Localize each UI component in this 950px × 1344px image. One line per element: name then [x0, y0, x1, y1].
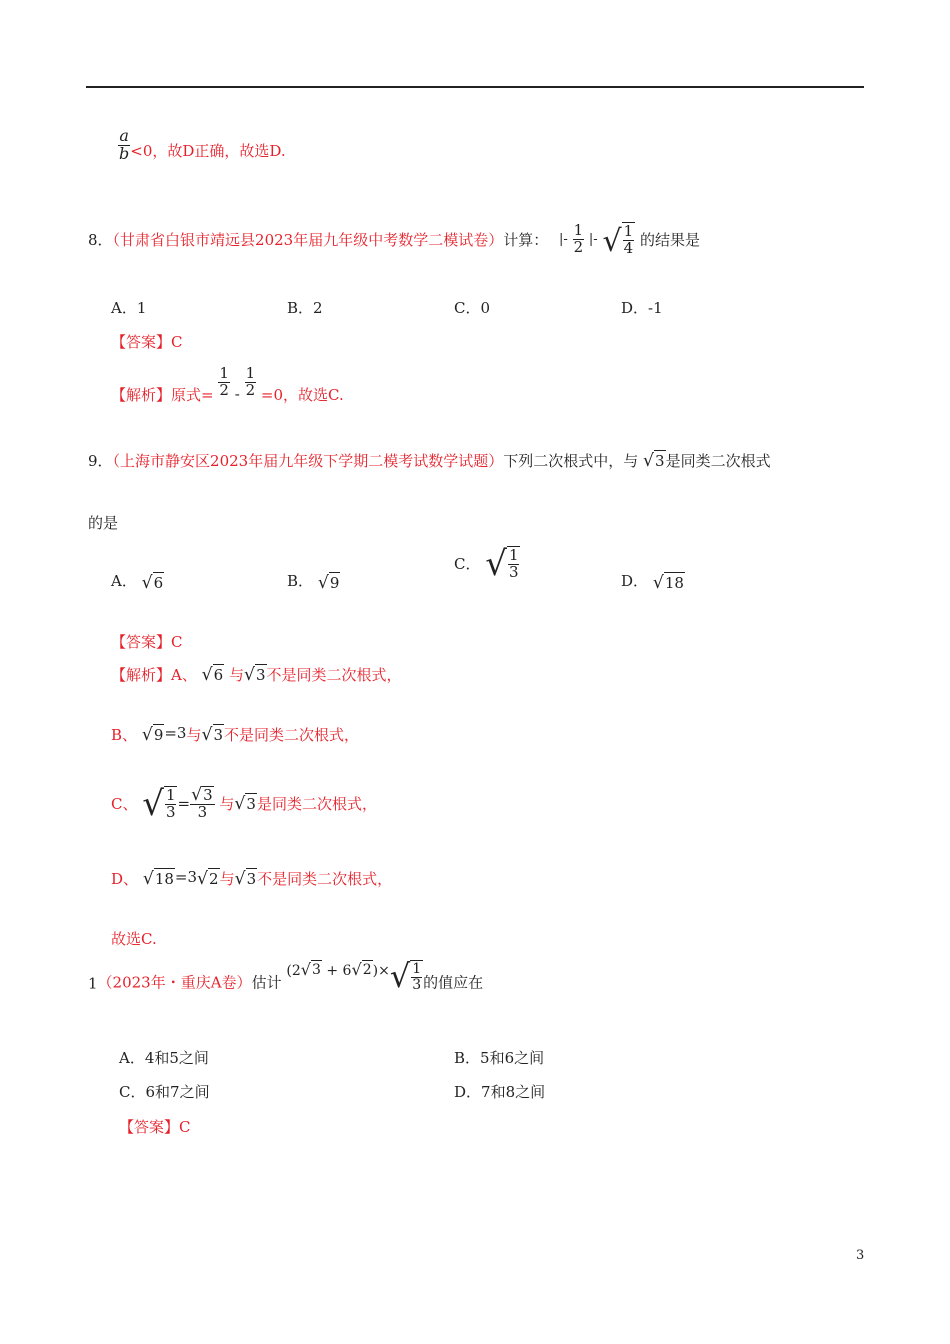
q8-option-c: C．0 [454, 299, 491, 317]
fraction-half-a: $\frac{1}{2}$ [219, 364, 229, 399]
q8-option-d: D．-1 [621, 299, 663, 317]
q9-conclusion: 故选C. [111, 930, 157, 948]
q8-option-a: A．1 [111, 299, 147, 317]
q10-expression: (2 √ 3 + 6 √ 2 )× [286, 959, 390, 979]
sqrt-3: √ 3 [643, 450, 665, 471]
q10-option-c: C．6和7之间 [119, 1083, 210, 1101]
q10-answer: 【答案】C [119, 1118, 191, 1136]
q9-analysis-d: D、 √ 18 =3 √ 2 与 √ 3 不是同类二次根式， [111, 868, 393, 889]
fraction-half: $\frac{1}{2}$ [573, 221, 584, 256]
fraction-half-b: $\frac{1}{2}$ [245, 364, 256, 399]
q10-option-d: D．7和8之间 [454, 1083, 546, 1101]
q8-analysis: 【解析】原式= $\frac{1}{2}$ - $\frac{1}{2}$ =0，故选C. [111, 364, 344, 404]
q9-analysis-a: 【解析】A、 √ 6 与 √ 3 不是同类二次根式， [111, 664, 402, 685]
header-rule [86, 86, 864, 88]
question-9: 9．（上海市静安区2023年届九年级下学期二模考试数学试题）下列二次根式中，与 √ 3 是同类二次根式 [88, 450, 771, 471]
q8-answer: 【答案】C [111, 333, 183, 351]
q9-option-c: C． √ $\frac{1}{3}$ [454, 543, 519, 584]
prev-answer-tail: $\frac{a}{b}$ <0，故D正确，故选D. [119, 126, 286, 163]
q9-analysis-c: C、 √ $\frac{1}{3}$ = √ 3 3 与 √ 3 是同类二次根式， [111, 783, 377, 824]
q9-analysis-b: B、 √ 9 =3与 √ 3 不是同类二次根式， [111, 724, 360, 745]
sqrt-quarter: √ $\frac{1}{4}$ [602, 222, 634, 259]
q9-option-b: B． √ 9 [287, 572, 340, 593]
q10-option-a: A．4和5之间 [119, 1049, 209, 1067]
q9-answer: 【答案】C [111, 633, 183, 651]
q9-option-d: D． √ 18 [621, 572, 684, 593]
question-10: 1（2023年・重庆A卷）估计 (2 √ 3 + 6 √ 2 )× √ $\frac{1}{3}$ 的值应在 [88, 957, 484, 996]
q9-line2: 的是 [88, 514, 119, 532]
q8-option-b: B．2 [287, 299, 323, 317]
q9-option-a: A． √ 6 [111, 572, 164, 593]
page-number: 3 [856, 1248, 865, 1263]
fraction-a-over-b: $\frac{a}{b}$ [119, 126, 130, 163]
question-8: 8．（甘肃省白银市靖远县2023年届九年级中考数学二模试卷）计算： |- $\frac{1}{2}$ |- √ $\frac{1}{4}$ 的结果是 [88, 221, 700, 259]
q10-option-b: B．5和6之间 [454, 1049, 545, 1067]
